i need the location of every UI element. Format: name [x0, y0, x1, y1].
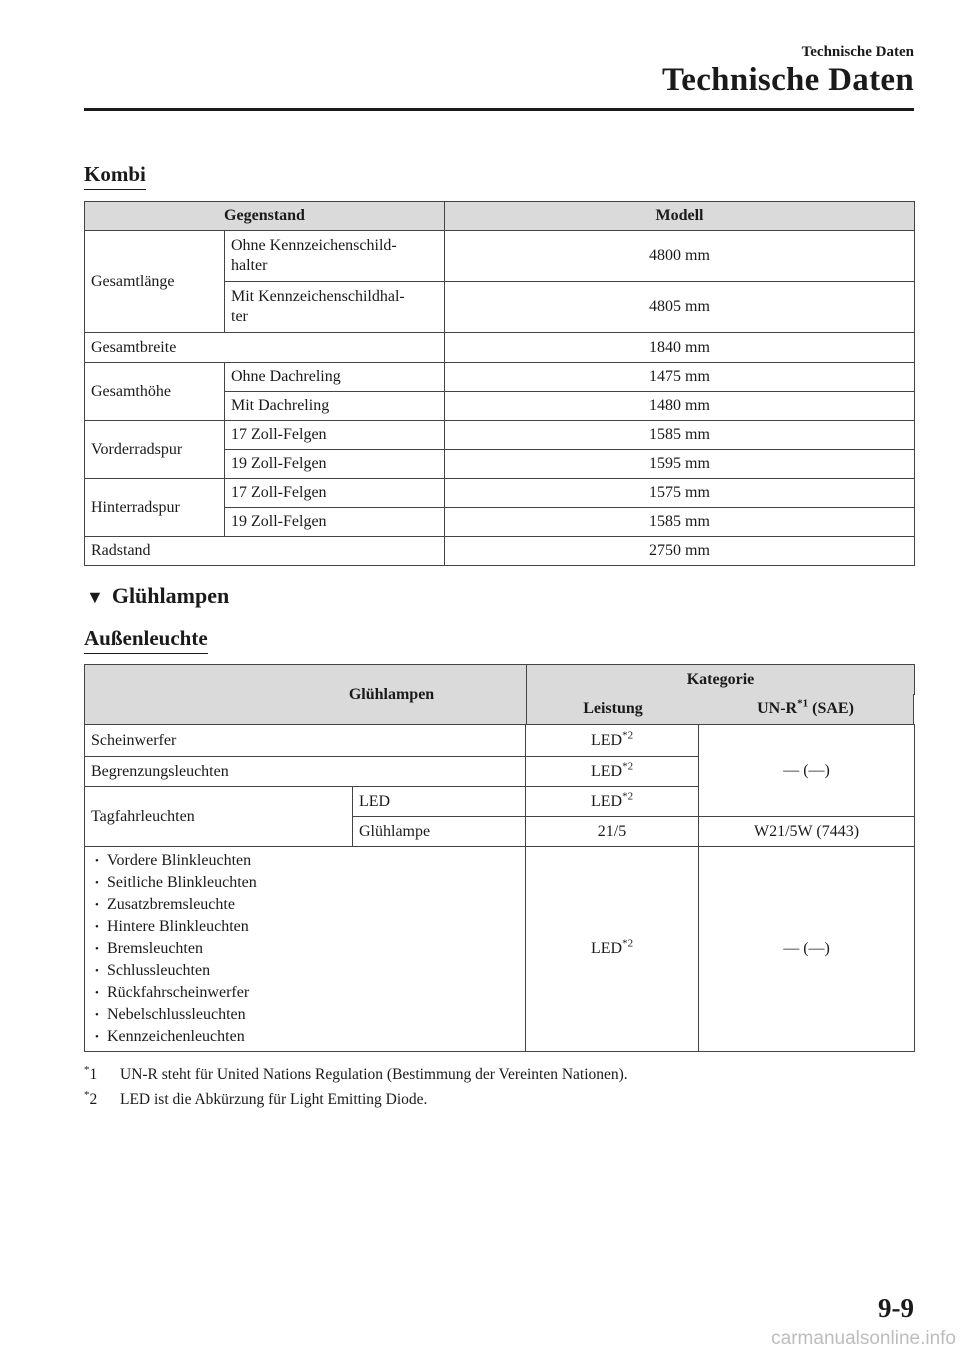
row-label: Gesamtlänge: [85, 231, 225, 333]
table-row: [85, 537, 915, 566]
footnote-1: [84, 1063, 628, 1084]
footnote-ref: *1: [797, 697, 809, 710]
row-power: 21/5: [526, 817, 699, 847]
list-item: • Rückfahrscheinwerfer: [91, 982, 519, 1004]
col-header-model: Modell: [445, 202, 915, 231]
row-label: Gesamthöhe: [85, 363, 225, 421]
lamp-list: [91, 850, 519, 1048]
col-header-power: Leistung: [526, 694, 700, 725]
row-power: [526, 757, 699, 787]
subsection-gluehlampen: [86, 583, 229, 609]
col-header-category: Kategorie: [526, 664, 915, 695]
row-value: 1475 mm: [445, 363, 915, 392]
triangle-marker-icon: ▼: [86, 587, 104, 607]
row-unr: W21/5W (7443): [699, 817, 915, 847]
row-sublabel: LED: [353, 787, 526, 817]
footnote-number: *2: [84, 1088, 98, 1108]
row-value: 1840 mm: [445, 333, 915, 363]
row-value: 1585 mm: [445, 421, 915, 450]
list-item: • Bremsleuchten: [91, 938, 519, 960]
row-power: [526, 847, 699, 1052]
row-value: 4805 mm: [445, 282, 915, 333]
row-label: Scheinwerfer: [85, 725, 526, 757]
row-sublabel: Mit Dachreling: [225, 392, 445, 421]
row-value: 1480 mm: [445, 392, 915, 421]
row-unr: — (—): [699, 847, 915, 1052]
table-row: [85, 421, 915, 450]
list-item: • Hintere Blinkleuchten: [91, 916, 519, 938]
row-value: 1585 mm: [445, 508, 915, 537]
col-header-item: Gegenstand: [85, 202, 445, 231]
watermark: carmanualsonline.info: [771, 1328, 956, 1349]
row-sublabel: 19 Zoll-Felgen: [225, 450, 445, 479]
section-title-kombi: Kombi: [84, 162, 146, 190]
row-sublabel: Ohne Dachreling: [225, 363, 445, 392]
footnote-ref: *2: [622, 937, 634, 950]
table-row: [85, 725, 915, 757]
row-label: Begrenzungsleuchten: [85, 757, 526, 787]
row-label: Radstand: [85, 537, 445, 566]
footnote-ref: *2: [622, 760, 634, 773]
row-sublabel: 19 Zoll-Felgen: [225, 508, 445, 537]
table-row: [85, 333, 915, 363]
footnote-ref: *2: [622, 729, 634, 742]
subsection-title: Glühlampen: [111, 583, 230, 608]
table-row: [85, 479, 915, 508]
footnote-2: [84, 1088, 428, 1109]
row-value: 4800 mm: [445, 231, 915, 282]
row-label: Gesamtbreite: [85, 333, 445, 363]
led-text: LED: [590, 792, 623, 810]
sae-label: (SAE): [808, 700, 854, 717]
table-header-row: [85, 202, 915, 231]
col-header-unr: [698, 694, 914, 725]
list-item: • Schlussleuchten: [91, 960, 519, 982]
row-sublabel: Glühlampe: [353, 817, 526, 847]
row-label: Vorderradspur: [85, 421, 225, 479]
row-sublabel: 17 Zoll-Felgen: [225, 479, 445, 508]
running-header-title: Technische Daten: [661, 62, 914, 98]
header-rule: [84, 108, 914, 111]
row-value: 1575 mm: [445, 479, 915, 508]
list-item: • Nebelschlussleuchten: [91, 1004, 519, 1026]
led-text: LED: [590, 940, 623, 957]
row-sublabel: Mit Kennzeichenschildhal- ter: [225, 282, 445, 333]
row-value: 1595 mm: [445, 450, 915, 479]
footnote-text: LED ist die Abkürzung für Light Emitting Diode.: [120, 1091, 428, 1108]
led-text: LED: [590, 731, 623, 749]
kombi-table: [84, 201, 915, 566]
table-row: [85, 231, 915, 282]
led-text: LED: [590, 762, 623, 780]
footnote-number: *1: [84, 1063, 98, 1083]
running-header-small: Technische Daten: [801, 44, 914, 60]
row-label: Hinterradspur: [85, 479, 225, 537]
col-header-lamps: Glühlampen: [85, 665, 699, 725]
list-item: • Seitliche Blinkleuchten: [91, 872, 519, 894]
unr-label: UN-R: [757, 700, 798, 717]
row-value: 2750 mm: [445, 537, 915, 566]
lamp-list-cell: [85, 847, 526, 1052]
list-item: • Kennzeichenleuchten: [91, 1026, 519, 1048]
header-category-block: [526, 664, 914, 724]
section-title-aussenleuchte: Außenleuchte: [84, 626, 208, 654]
table-row: [85, 847, 915, 1052]
row-sublabel: Ohne Kennzeichenschild- halter: [225, 231, 445, 282]
row-power: [526, 787, 699, 817]
row-sublabel: 17 Zoll-Felgen: [225, 421, 445, 450]
footnote-ref: *2: [622, 790, 634, 803]
table-row: [85, 363, 915, 392]
row-label: Tagfahrleuchten: [85, 787, 353, 847]
list-item: • Zusatzbremsleuchte: [91, 894, 519, 916]
row-unr: — (—): [699, 725, 915, 817]
footnote-text: UN-R steht für United Nations Regulation (Bestimmung der Vereinten Nationen).: [120, 1066, 628, 1083]
row-power: [526, 725, 699, 757]
page-number: 9-9: [878, 1293, 914, 1323]
list-item: • Vordere Blinkleuchten: [91, 850, 519, 872]
